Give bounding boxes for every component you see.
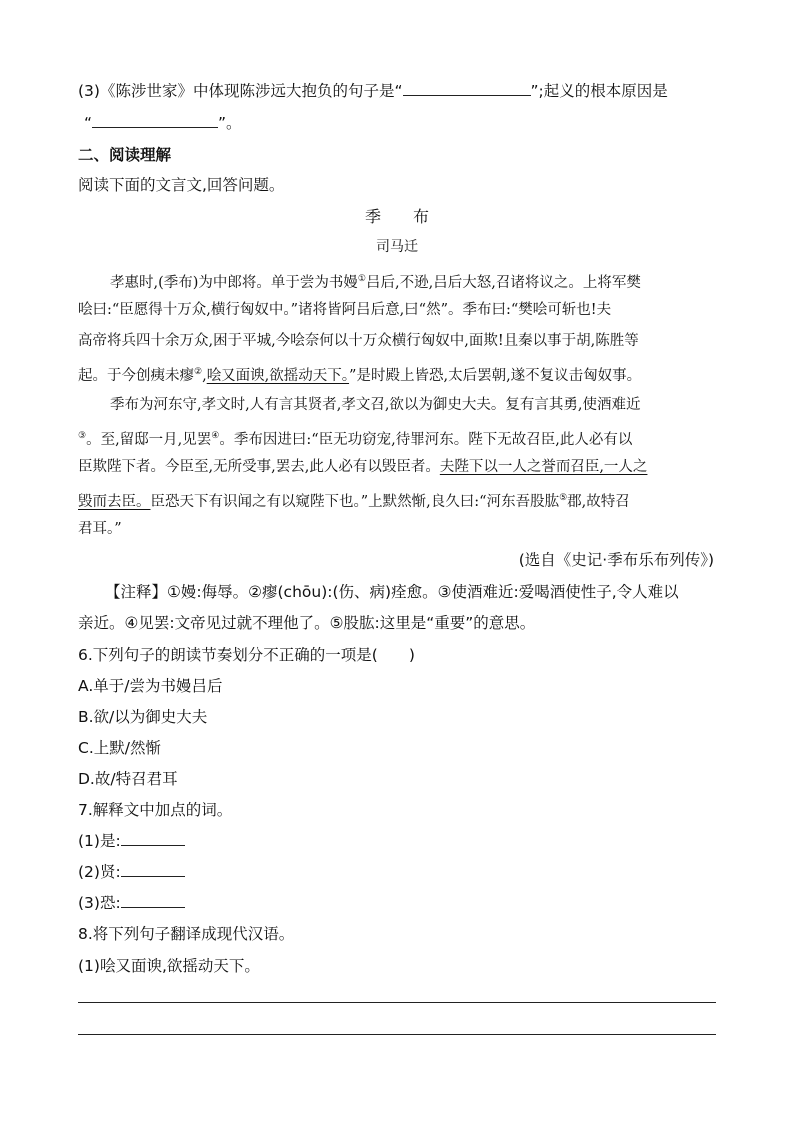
p2-line-1: 季布为河东守,孝文时,人有言其贤者,孝文召,欲以为御史大夫。复有言其勇,使酒难近 xyxy=(110,397,641,413)
p2-text: 臣欺陛下者。今臣至,无所受事,罢去,此人必有以毁臣者。 xyxy=(78,459,440,475)
q8-stem: 8.将下列句子翻译成现代汉语。 xyxy=(78,925,295,943)
q3-text-a: (3)《陈涉世家》中体现陈涉远大抱负的句子是“ xyxy=(78,82,403,100)
q7-blank-1[interactable] xyxy=(121,830,185,846)
q7-item-3 xyxy=(78,892,185,914)
p2-text: 臣恐天下有识闻之有以窥陛下也。”上默然惭,良久曰:“河东吾股肱 xyxy=(150,494,560,510)
q6-option-c[interactable]: C.上默/然惭 xyxy=(78,739,161,757)
note-ref-5: ⑤ xyxy=(559,493,568,503)
note-ref-1: ① xyxy=(357,274,366,284)
q3-text-c: “ xyxy=(84,114,93,132)
p2-text: 郡,故特召 xyxy=(567,494,630,510)
q3-blank-2[interactable] xyxy=(92,112,218,128)
p2-text: 。季布因进曰:“臣无功窃宠,待罪河东。陛下无故召臣,此人必有以 xyxy=(219,432,633,448)
q7-stem: 7.解释文中加点的词。 xyxy=(78,801,233,819)
note-ref-2: ② xyxy=(194,367,203,377)
notes-line-1: 【注释】①嫚:侮辱。②瘳(chōu):(伤、病)痊愈。③使酒难近:爱喝酒使性子,令人难以 xyxy=(105,583,679,601)
q6-option-d[interactable]: D.故/特召君耳 xyxy=(78,770,178,788)
p2-line-2 xyxy=(78,425,632,451)
passage-title: 季 布 xyxy=(364,207,429,226)
p2-line-5: 君耳。” xyxy=(78,521,122,537)
p2-text: 。至,留邸一月,见罢 xyxy=(86,432,212,448)
note-ref-3: ③ xyxy=(78,431,87,441)
section-heading: 二、阅读理解 xyxy=(78,146,172,164)
underlined-sentence-1: 哙又面谀,欲摇动天下。 xyxy=(206,368,350,384)
answer-line-1[interactable] xyxy=(78,1002,716,1003)
q6-option-b[interactable]: B.欲/以为御史大夫 xyxy=(78,708,208,726)
answer-line-2[interactable] xyxy=(78,1034,716,1035)
q3-blank-1[interactable] xyxy=(403,80,531,96)
notes-line-2: 亲近。④见罢:文帝见过就不理他了。⑤股肱:这里是“重要”的意思。 xyxy=(78,614,536,632)
q7-blank-2[interactable] xyxy=(121,861,185,877)
p1-line-4 xyxy=(78,361,641,387)
p1-text: ”是时殿上皆恐,太后罢朝,遂不复议击匈奴事。 xyxy=(349,368,642,384)
source-citation: (选自《史记·季布乐布列传》) xyxy=(518,551,714,569)
q8-item-1: (1)哙又面谀,欲摇动天下。 xyxy=(78,957,260,975)
q6-option-a[interactable]: A.单于/尝为书嫚吕后 xyxy=(78,677,223,695)
p1-text: , xyxy=(202,368,207,384)
q6-stem: 6.下列句子的朗读节奏划分不正确的一项是( ) xyxy=(78,646,415,664)
instruction: 阅读下面的文言文,回答问题。 xyxy=(78,176,285,194)
note-ref-4: ④ xyxy=(211,431,220,441)
q3-text-b: ”;起义的根本原因是 xyxy=(530,82,668,100)
p1-text: 孝惠时,(季布)为中郎将。单于尝为书嫚 xyxy=(110,275,358,291)
p1-text: 起。于今创痍未瘳 xyxy=(78,368,194,384)
q7-item-2 xyxy=(78,861,185,883)
underlined-sentence-2a: 夫陛下以一人之誉而召臣,一人之 xyxy=(439,459,648,475)
q7-item-label: (3)恐: xyxy=(78,894,121,912)
q7-item-label: (2)贤: xyxy=(78,863,121,881)
q3-text-d: ”。 xyxy=(218,114,242,132)
q7-item-1 xyxy=(78,830,185,852)
q3-line-2 xyxy=(84,112,242,134)
p2-line-3 xyxy=(78,456,647,478)
q3-line-1 xyxy=(78,80,668,102)
p1-line-3: 高帝将兵四十余万众,困于平城,今哙奈何以十万众横行匈奴中,面欺!且秦以事于胡,陈胜等 xyxy=(78,333,639,349)
p1-line-1 xyxy=(110,268,641,294)
underlined-sentence-2b: 毁而去臣。 xyxy=(78,494,151,510)
passage-author: 司马迁 xyxy=(376,239,418,255)
p2-line-4 xyxy=(78,487,630,513)
q7-item-label: (1)是: xyxy=(78,832,121,850)
q7-blank-3[interactable] xyxy=(121,892,185,908)
p1-line-2: 哙曰:“臣愿得十万众,横行匈奴中。”诸将皆阿吕后意,曰“然”。季布曰:“樊哙可斩也!夫 xyxy=(78,302,612,318)
p1-text: 吕后,不逊,吕后大怒,召诸将议之。上将军樊 xyxy=(366,275,641,291)
